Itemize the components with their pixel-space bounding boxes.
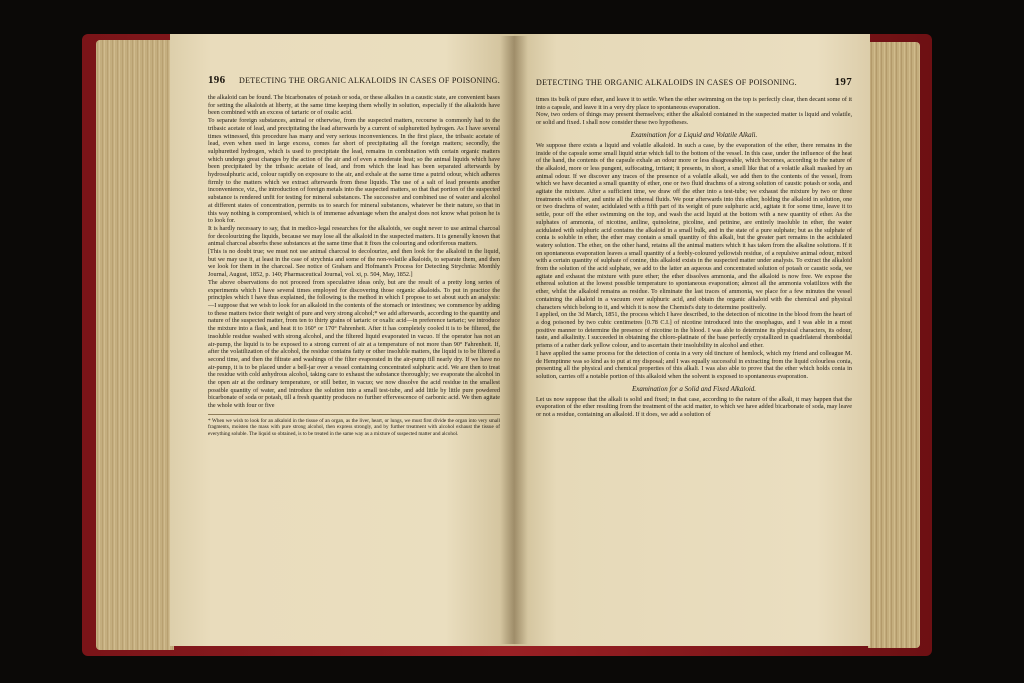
right-running-head xyxy=(536,76,852,88)
left-footnote: * When we wish to look for an alkaloid in the tissue of an organ, as the liver, heart, or lungs, we must first divide the organ into very small fragments, moisten the mass with pure strong alcohol, then express strongly, and by further treatment with alcohol exhaust the tissue of everything soluble. The liquid so obtained, is to be treated in the same way as a mixture of suspected matter and alcohol. xyxy=(208,414,500,437)
section-heading-solid: Examination for a Solid and Fixed Alkaloid. xyxy=(631,384,757,393)
left-running-head xyxy=(208,74,500,86)
left-page xyxy=(170,34,514,646)
right-body-text-3: Let us now suppose that the alkali is solid and fixed; in that case, according to the nature of the alkali, it may happen that the evaporation of the ether resulting from the treatment of the acid matter, to which we have added bicarbonate of soda, may leave or not a residue, containing an alkaloid. If it does, we add a solution of xyxy=(536,395,852,419)
right-page-number: 197 xyxy=(834,76,852,88)
right-body-text-2: We suppose there exists a liquid and volatile alkaloid. In such a case, by the evaporation of the ether, there remains in the inside of the capsule some small liquid striæ which fall to the bottom of the vessel. In this case, under the influence of the heat of the hand, the contents of the capsule exhale an odour more or less disagreeable, which becomes, according to the nature of the alkaloid, more or less pungent, suffocating, irritant; it presents, in short, a smell like that of a volatile alkali masked by an animal odour. If we discover any traces of the presence of a volatile alkali, we add then to the contents of the vessel, from which we have decanted a small quantity of ether, one or two fluid drachms of a strong solution of caustic potash or soda, and agitate the mixture. After a sufficient time, we draw off the ether into a test-tube; we exhaust the mixture by two or three treatments with ether, and unite all the ethereal fluids. We pour afterwards into this ether, holding the alkaloid in solution, one or two drachms of water, acidulated with a fifth part of its weight of pure sulphuric acid, agitate it for some time, leave it to settle, pour off the ether swimming on the top, and wash the acid liquid at the bottom with a new quantity of ether. As the sulphates of ammonia, of nicotine, aniline, quinoleine, picoline, and petinine, are entirely insoluble in ether, the water acidulated with sulphuric acid contains the alkaloid in a small bulk, and in the state of a pure sulphate; but as the sulphate of conia is soluble in ether, the ether may contain a small quantity of this alkali, but the greater part remains in the acidulated watery solution. The ether, on the other hand, retains all the animal matters which it has taken from the alkaline solutions. If it on spontaneous evaporation leaves a small quantity of a feebly-coloured yellowish residue, of a repulsive animal odour, mixed with a certain quantity of sulphate of conine, this alkaloid exists in the suspected matter under analysis. To extract the alkaloid from the solution of the acid sulphate, we add to the latter an aqueous and concentrated solution of potash or caustic soda, we agitate and exhaust the mixture with pure ether; the ether dissolves ammonia, and the alkaloid is now free. We expose the ethereal solution at the lowest possible temperature to spontaneous evaporation; almost all the ammonia volatilizes with the ether, whilst the alkaloid remains as residue. To eliminate the last traces of ammonia, we place for a few minutes the vessel containing the alkaloid in a vacuum over sulphuric acid, and obtain the organic alkaloid with the chemical and physical characters which belong to it, and which it is now the Chemist's duty to determine positively. I applied, on the 3d March, 1851, the process which I have described, to the detection of nicotine in the blood from the heart of a dog poisoned by two cubic centimetres [0.78 C.I.] of nicotine introduced into the œsophagus, and I was able in a most positive manner to determine the presence of nicotine in the blood. I was able to determine its physical characters, its odour, taste, and alkalinity. I succeeded in obtaining the chloro-platinate of the base perfectly crystallized in quadrilateral rhomboidal prisms of a rather dark yellow colour, and to ascertain their insolubility in alcohol and ether. I have applied the same process for the detection of conia in a very old tincture of hemlock, which my friend and colleague M. de Hemptinne was so kind as to put at my disposal; and I was equally successful in extracting from the liquid colourless conia, presenting all the physical and chemical properties of this alkali. I was also able to prove that the ether which holds conia in solution, carries off a notable portion of this alkaloid when the solvent is exposed to spontaneous evaporation. xyxy=(536,141,852,380)
left-running-title: DETECTING THE ORGANIC ALKALOIDS IN CASES OF POISONING. xyxy=(239,76,500,85)
right-page xyxy=(514,34,870,646)
left-page-edges xyxy=(96,40,174,650)
left-body-text: the alkaloid can be found. The bicarbonates of potash or soda, or these alkalies in a caustic state, are convenient bases for setting the alkaloids at liberty, at the same time keeping them wholly in solution, especially if the alkaloids have been combined with an excess of tartaric or of oxalic acid. To separate foreign substances, animal or otherwise, from the suspected matters, recourse is commonly had to the tribasic acetate of lead, and precipitating the lead afterwards by a current of sulphuretted hydrogen. As I have several times witnessed, this procedure has many and very serious inconveniences. In the first place, the tribasic acetate of lead, even when used in large excess, comes far short of precipitating all the foreign matters; secondly, the sulphuretted hydrogen, which is used to precipitate the lead, remains in combination with certain organic matters which undergo great changes by the action of the air and of even a moderate heat; so the animal liquids which have been precipitated by the tribasic acetate of lead, and from which the lead has been separated afterwards by hydrosulphuric acid, colour rapidly on exposure to the air, and exhale at the same time a putrid odour, which adheres firmly to the matters which we extract afterwards from these liquids. The use of a salt of lead presents another inconvenience, viz., the introduction of foreign metals into the suspected matters, so that that portion of the suspected substance is rendered unfit for testing for mineral substances. The successive and combined use of water and alcohol at different states of concentration, permits us to search for mineral substances, whatever be their nature, so that in this way nothing is compromised, which is of immense advantage when the analyst does not know what poison he is to look for. It is hardly necessary to say, that in medico-legal researches for the alkaloids, we ought never to use animal charcoal for decolourizing the liquids, because we may lose all the alkaloid in the suspected matters. It is generally known that animal charcoal absorbs these substances at the same time that it fixes the colouring and odoriferous matters. [This is no doubt true; we must not use animal charcoal to decolourize, and then look for the alkaloid in the liquid, but we may use it, at least in the case of strychnia and some of the non-volatile alkaloids, to separate them, and then we look for them in the charcoal. See notice of Graham and Hofmann's Process for Detecting Strychnia: Monthly Journal, August, 1852, p. 140; Pharmaceutical Journal, vol. xi, p. 504, May, 1852.] The above observations do not proceed from speculative ideas only, but are the result of a pretty long series of experiments which I have several times employed for discovering those organic alkaloids. To put in practice the principles which I have thus explained, the following is the method in which I propose to set about such an analysis:—I suppose that we wish to look for an alkaloid in the contents of the stomach or intestines; we commence by adding to these matters twice their weight of pure and very strong alcohol;* we add afterwards, according to the quantity and nature of the suspected matter, from ten to thirty grains of tartaric or oxalic acid—in preference tartaric; we introduce the mixture into a flask, and heat it to 160° or 170° Fahrenheit. After it has completely cooled it is to be filtered, the insoluble residue washed with strong alcohol, and the filtered liquid evaporated in vacuo. If the operator has not an air-pump, the liquid is to be exposed to a strong current of air at a temperature of not more than 90° Fahrenheit. If, after the volatilization of the alcohol, the residue contains fatty or other insoluble matters, the liquid is to be filtered a second time, and then the filtrate and washings of the filter evaporated in the air-pump till nearly dry. If we have no air-pump, it is to be placed under a bell-jar over a vessel containing concentrated sulphuric acid. We are then to treat the residue with cold anhydrous alcohol, taking care to exhaust the substance thoroughly; we evaporate the alcohol in the open air at the ordinary temperature, or still better, in vacuo; we now dissolve the acid residue in the smallest possible quantity of water, and introduce the solution into a small test-tube, and add little by little pure powdered bicarbonate of soda or potash, till a fresh quantity produces no further effervescence of carbonic acid. We then agitate the whole with four or five xyxy=(208,94,500,410)
right-body-text-1: times its bulk of pure ether, and leave it to settle. When the ether swimming on the top is perfectly clear, then decant some of it into a capsule, and leave it in a very dry place to spontaneous evaporation. Now, two orders of things may present themselves; either the alkaloid contained in the suspected matter is liquid and volatile, or solid and fixed. I shall now consider these two hypotheses. xyxy=(536,96,852,127)
left-page-number: 196 xyxy=(208,74,226,86)
book-gutter xyxy=(500,36,528,644)
right-running-title: DETECTING THE ORGANIC ALKALOIDS IN CASES OF POISONING. xyxy=(536,78,797,87)
section-heading-liquid: Examination for a Liquid and Volatile Alkali. xyxy=(630,130,758,139)
right-page-edges xyxy=(868,42,920,648)
